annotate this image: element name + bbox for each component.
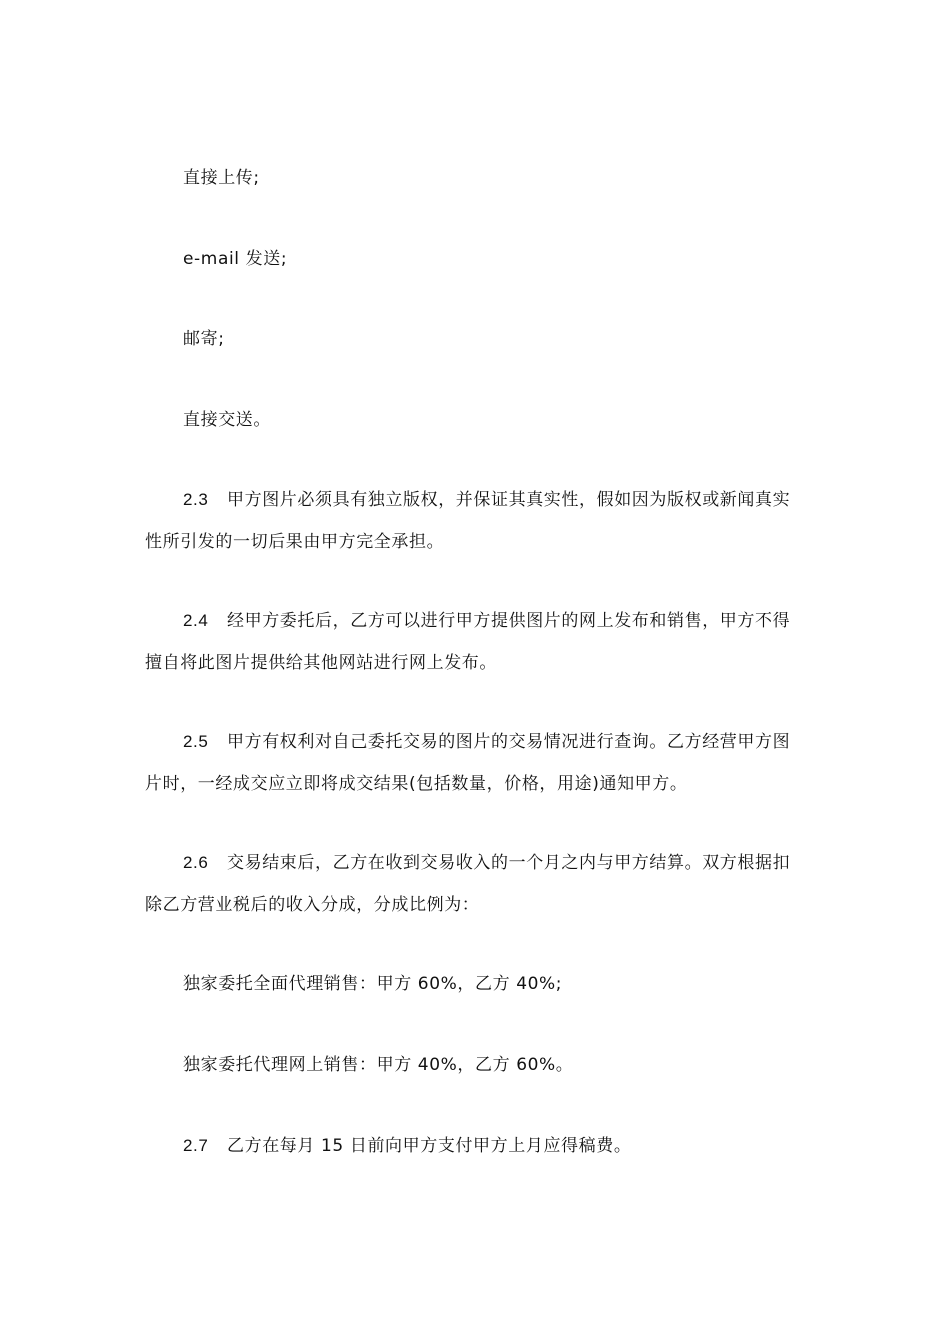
ratio-text: 独家委托全面代理销售：甲方 60%，乙方 40%; bbox=[183, 974, 563, 994]
paragraph-text: 直接上传; bbox=[183, 168, 260, 188]
paragraph-text: 直接交送。 bbox=[183, 410, 271, 430]
clause-text: 经甲方委托后，乙方可以进行甲方提供图片的网上发布和销售，甲方不得擅自将此图片提供给其他网站进行网上发布。 bbox=[145, 611, 791, 673]
clause-text: 乙方在每月 15 日前向甲方支付甲方上月应得稿费。 bbox=[227, 1136, 632, 1156]
clause-number: 2.6 bbox=[183, 853, 209, 872]
clause-2-4 bbox=[145, 600, 805, 684]
clause-text: 甲方有权利对自己委托交易的图片的交易情况进行查询。乙方经营甲方图片时，一经成交应立即将成交结果(包括数量，价格，用途)通知甲方。 bbox=[145, 732, 791, 794]
clause-text: 甲方图片必须具有独立版权，并保证其真实性，假如因为版权或新闻真实性所引发的一切后果由甲方完全承担。 bbox=[145, 490, 791, 552]
paragraph-text: e-mail 发送; bbox=[183, 249, 288, 269]
clause-2-5 bbox=[145, 721, 805, 805]
clause-2-7 bbox=[145, 1125, 805, 1167]
paragraph-email bbox=[145, 238, 805, 280]
clause-2-6 bbox=[145, 842, 805, 926]
paragraph-mail bbox=[145, 318, 805, 360]
ratio-full-agency bbox=[145, 963, 805, 1005]
paragraph-delivery bbox=[145, 399, 805, 441]
clause-number: 2.5 bbox=[183, 732, 209, 751]
clause-number: 2.3 bbox=[183, 490, 209, 509]
clause-number: 2.4 bbox=[183, 611, 209, 630]
clause-number: 2.7 bbox=[183, 1136, 209, 1155]
clause-text: 交易结束后，乙方在收到交易收入的一个月之内与甲方结算。双方根据扣除乙方营业税后的收入分成，分成比例为： bbox=[145, 853, 791, 915]
ratio-online-agency bbox=[145, 1044, 805, 1086]
paragraph-upload bbox=[145, 157, 805, 199]
ratio-text: 独家委托代理网上销售：甲方 40%，乙方 60%。 bbox=[183, 1055, 574, 1075]
paragraph-text: 邮寄; bbox=[183, 329, 225, 349]
clause-2-3 bbox=[145, 479, 805, 563]
